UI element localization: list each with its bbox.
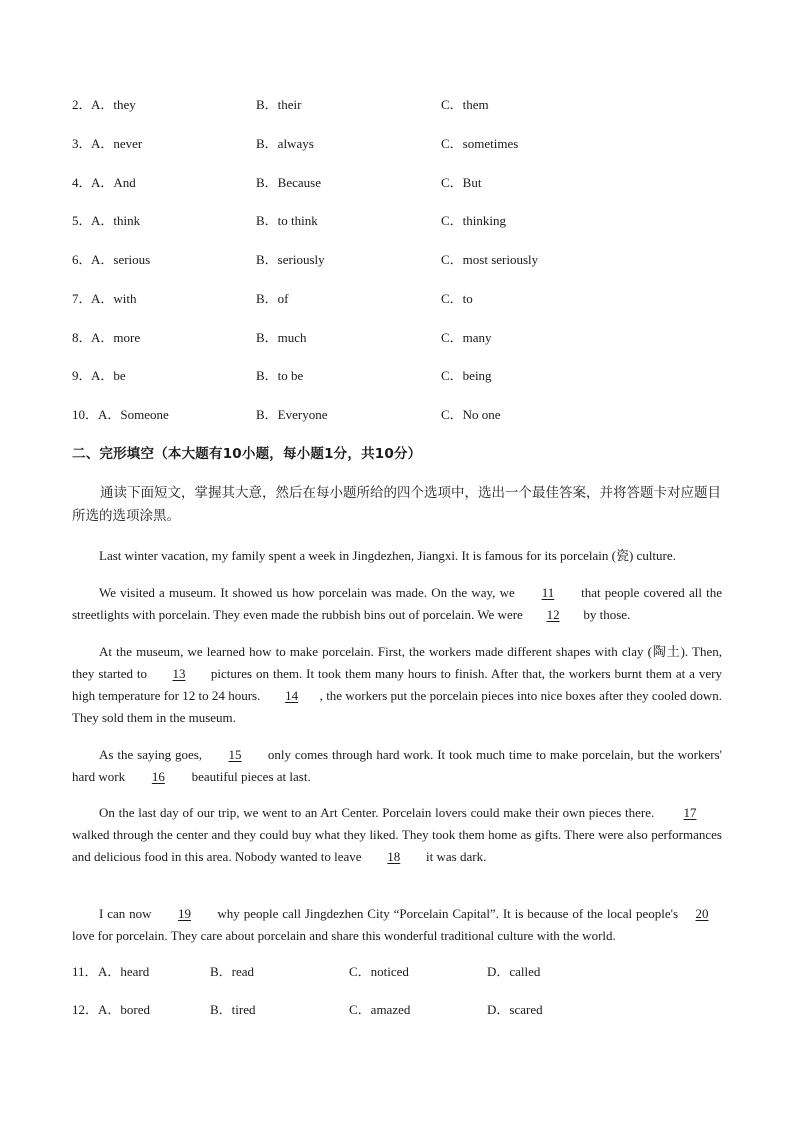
passage-paragraph-4 [72, 744, 722, 788]
option-b: B．to be [256, 368, 304, 383]
blank-15: 15 [228, 747, 242, 762]
option-c: C．But [441, 175, 482, 190]
option-d: D．scared [487, 1002, 543, 1017]
option-row-4 [72, 173, 732, 193]
option-a: A．more [91, 330, 141, 345]
option-a: A．never [91, 136, 143, 151]
blank-11: 11 [541, 585, 555, 600]
option-row-2 [72, 95, 732, 115]
option-row-9 [72, 366, 732, 386]
paragraph-text: by those. [580, 607, 631, 622]
paragraph-text: On the last day of our trip, we went to an Art Center. Porcelain lovers could make their own pieces there. [99, 805, 658, 820]
option-a: A．they [91, 97, 136, 112]
question-number: 5． [72, 213, 92, 228]
option-b: B．Everyone [256, 407, 328, 422]
option-b: B．seriously [256, 252, 325, 267]
passage-paragraph-6 [72, 903, 722, 947]
question-number: 12． [72, 1002, 99, 1017]
option-b: B．tired [210, 1002, 256, 1017]
paragraph-text: why people call Jingdezhen City “Porcelain Capital”. It is because of the local people's [213, 906, 682, 921]
option-c: C．being [441, 368, 492, 383]
option-d: D．called [487, 964, 541, 979]
paragraph-text: At the museum, we learned how to make porcelain. First, the workers made different shapes with clay (陶土). Then, they started to [72, 644, 722, 681]
option-row-8 [72, 328, 732, 348]
question-number: 7． [72, 291, 92, 306]
instruction-text: 通读下面短文，掌握其大意，然后在每小题所给的四个选项中，选出一个最佳答案，并将答题卡对应题目所选的选项涂黑。 [72, 485, 721, 524]
option-row-10 [72, 405, 732, 425]
passage-paragraph-5 [72, 802, 722, 868]
paragraph-text: that people covered all the streetlights with porcelain. They even made the rubbish bins out of porcelain. We were [72, 585, 722, 622]
paragraph-text: As the saying goes, [99, 747, 206, 762]
option-c: C．many [441, 330, 492, 345]
option-a: A．And [91, 175, 136, 190]
option-a: A．think [91, 213, 141, 228]
option-c: C．them [441, 97, 489, 112]
blank-14: 14 [285, 688, 299, 703]
paragraph-text: only comes through hard work. It took much time to make porcelain, but the workers' hard work [72, 747, 722, 784]
option-a: A．be [91, 368, 126, 383]
blank-19: 19 [177, 906, 191, 921]
question-number: 11． [72, 964, 98, 979]
paragraph-text: Last winter vacation, my family spent a week in Jingdezhen, Jiangxi. It is famous for its porcelain (瓷) culture. [99, 548, 676, 563]
option-row-7 [72, 289, 732, 309]
option-row-6 [72, 250, 732, 270]
option-b: B．their [256, 97, 302, 112]
option-c: C．to [441, 291, 473, 306]
question-number: 8． [72, 330, 92, 345]
option-b: B．much [256, 330, 307, 345]
question-number: 2． [72, 97, 92, 112]
question-number: 3． [72, 136, 92, 151]
blank-13: 13 [172, 666, 186, 681]
paragraph-text: pictures on them. It took them many hours to finish. After that, the workers burnt them at a very high temperature for 12 to 24 hours. [72, 666, 722, 703]
paragraph-text: We visited a museum. It showed us how porcelain was made. On the way, we [99, 585, 519, 600]
paragraph-text: it was dark. [422, 849, 487, 864]
question-row-12 [72, 1000, 732, 1020]
section-instruction [72, 482, 724, 528]
question-row-11 [72, 962, 732, 982]
option-row-3 [72, 134, 732, 154]
option-c: C．sometimes [441, 136, 519, 151]
option-c: C．amazed [349, 1002, 411, 1017]
option-b: B．always [256, 136, 314, 151]
option-c: C．thinking [441, 213, 507, 228]
option-a: A．serious [91, 252, 151, 267]
paragraph-text: , the workers put the porcelain pieces into nice boxes after they cooled down. They sold them in the museum. [72, 688, 723, 725]
option-c: C．noticed [349, 964, 409, 979]
blank-20: 20 [695, 906, 709, 921]
question-number: 9． [72, 368, 92, 383]
passage-paragraph-3 [72, 641, 722, 729]
blank-17: 17 [683, 805, 697, 820]
paragraph-text: love for porcelain. They care about porcelain and share this wonderful traditional culture with the world. [72, 928, 616, 943]
blank-12: 12 [546, 607, 560, 622]
option-a: A．Someone [98, 407, 169, 422]
blank-16: 16 [151, 769, 165, 784]
passage-paragraph-1 [72, 545, 722, 567]
option-b: B．read [210, 964, 255, 979]
option-a: A．bored [98, 1002, 150, 1017]
option-row-5 [72, 211, 732, 231]
paragraph-text: I can now [99, 906, 156, 921]
section-title: 二、完形填空（本大题有10小题，每小题1分，共10分） [72, 446, 422, 462]
passage-paragraph-2 [72, 582, 722, 626]
paragraph-text: walked through the center and they could buy what they liked. They took them home as gifts. There were also performances and delicious food in this area. Nobody wanted to leave [72, 827, 722, 864]
paragraph-text: beautiful pieces at last. [188, 769, 311, 784]
option-b: B．Because [256, 175, 321, 190]
option-a: A．with [91, 291, 137, 306]
blank-18: 18 [387, 849, 401, 864]
question-number: 6． [72, 252, 92, 267]
option-a: A．heard [98, 964, 150, 979]
option-c: C．No one [441, 407, 501, 422]
question-number: 10． [72, 407, 99, 422]
option-b: B．of [256, 291, 289, 306]
option-c: C．most seriously [441, 252, 539, 267]
question-number: 4． [72, 175, 92, 190]
option-b: B．to think [256, 213, 318, 228]
